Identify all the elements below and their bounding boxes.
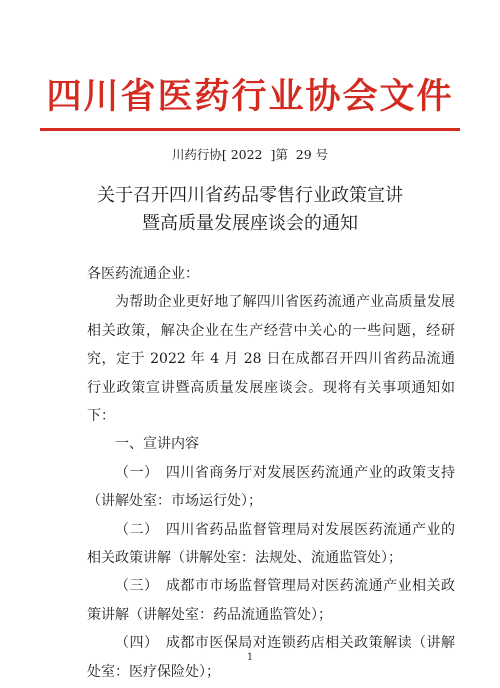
document-number: 川药行协[ 2022 ]第 29 号: [171, 147, 329, 162]
list-item-2: （二） 四川省药品监督管理局对发展医药流通产业的相关政策讲解（讲解处室：法规处、流通监管处）；: [87, 521, 455, 567]
list-item-4: （四） 成都市医保局对连锁药店相关政策解读（讲解处室：医疗保险处）；: [87, 635, 455, 680]
document-title-line-1: 关于召开四川省药品零售行业政策宣讲: [97, 185, 403, 206]
header-red-rule: [40, 128, 460, 131]
list-item-1: （一） 四川省商务厅对发展医药流通产业的政策支持（讲解处室：市场运行处）；: [87, 464, 455, 510]
list-item-3: （三） 成都市市场监督管理局对医药流通产业相关政策讲解（讲解处室：药品流通监管处）；: [87, 578, 455, 623]
body-paragraph-intro: 为帮助企业更好地了解四川省医药流通产业高质量发展相关政策，解决企业在生产经营中关心的一些问题，经研究，定于 2022 年 4 月 28 日在成都召开四川省药品流通行业政策宣讲暨高质量发展座谈会。现将有关事项通知如下：: [87, 294, 455, 425]
salutation: 各医药流通企业：: [87, 266, 199, 282]
section-heading-1: 一、宣讲内容: [115, 436, 199, 453]
document-title: [0, 182, 500, 238]
document-title-line-2: 暨高质量发展座谈会的通知: [142, 213, 358, 234]
document-body: [87, 260, 455, 686]
page-number: 1: [246, 652, 254, 663]
document-header-title: 四川省医药行业协会文件: [46, 76, 454, 117]
